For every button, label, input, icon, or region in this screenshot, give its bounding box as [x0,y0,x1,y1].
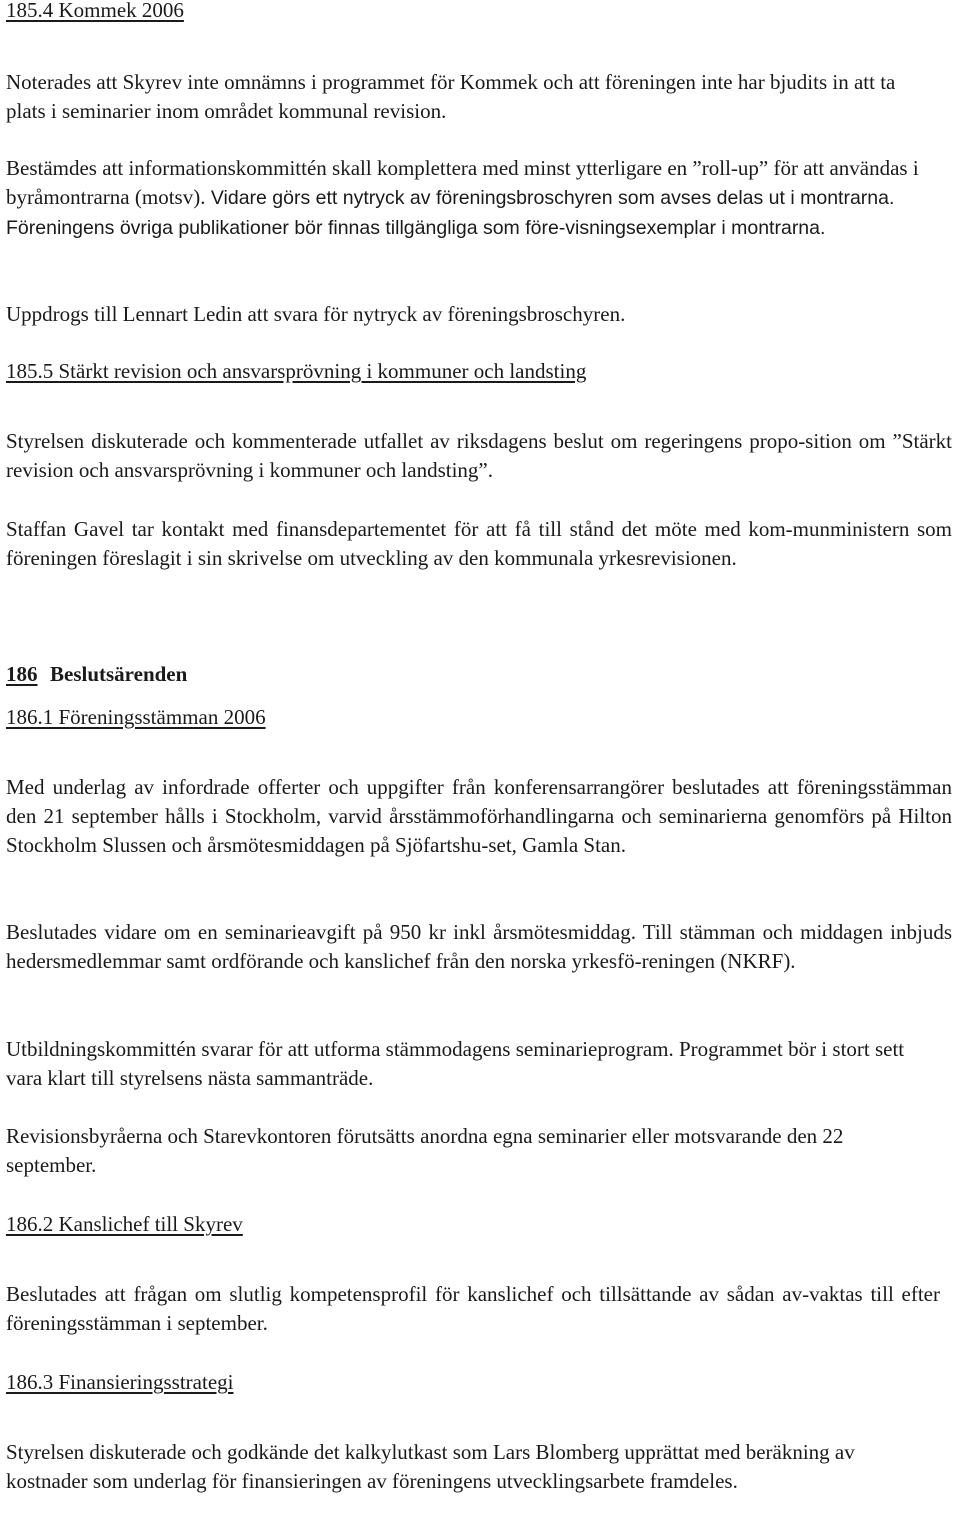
paragraph-186-1-3: Utbildningskommittén svarar för att utforma stämmodagens seminarieprogram. Programmet bör i stort sett vara klart till styrelsens nästa sammanträde. [6,1037,905,1090]
section-heading-186-3: 186.3 Finansieringsstrategi [6,1370,234,1394]
paragraph-185-4-2-sans: Vidare görs ett nytryck av föreningsbroschyren som avses delas ut i montrarna. Föreningens övriga publikationer bör finnas tillgängliga som före-visningsexemplar i montrarna. [6,187,895,239]
paragraph-185-4-2 [6,154,946,243]
paragraph-186-1-4: Revisionsbyråerna och Starevkontoren förutsätts anordna egna seminarier eller motsvarande den 22 september. [6,1124,844,1177]
section-number-186: 186 [6,662,38,686]
paragraph-185-4-3: Uppdrogs till Lennart Ledin att svara för nytryck av föreningsbroschyren. [6,302,626,326]
paragraph-185-5-2: Staffan Gavel tar kontakt med finansdepartementet för att få till stånd det möte med kom-munministern som föreningen föreslagit i sin skrivelse om utveckling av den kommunala yrkesrevisionen. [6,517,952,570]
paragraph-186-1-1: Med underlag av infordrade offerter och uppgifter från konferensarrangörer beslutades att föreningsstämman den 21 september hålls i Stockholm, varvid årsstämmoförhandlingarna och seminarierna genomförs på Hilton Stockholm Slussen och årsmötesmiddagen på Sjöfartshu-set, Gamla Stan. [6,775,952,857]
paragraph-185-5-1: Styrelsen diskuterade och kommenterade utfallet av riksdagens beslut om regeringens propo-sition om ”Stärkt revision och ansvarsprövning i kommuner och landsting”. [6,429,952,482]
section-heading-186-1: 186.1 Föreningsstämman 2006 [6,705,266,729]
section-heading-186 [6,660,952,689]
paragraph-186-3-1: Styrelsen diskuterade och godkände det kalkylutkast som Lars Blomberg upprättat med beräkning av kostnader som underlag för finansieringen av föreningens utvecklingsarbete framdeles. [6,1440,855,1493]
section-heading-186-2: 186.2 Kanslichef till Skyrev [6,1212,243,1236]
section-heading-185-5: 185.5 Stärkt revision och ansvarsprövning i kommuner och landsting [6,359,587,383]
paragraph-185-4-1: Noterades att Skyrev inte omnämns i programmet för Kommek och att föreningen inte har bjudits in att ta plats i seminarier inom området kommunal revision. [6,70,896,123]
paragraph-186-2-1: Beslutades att frågan om slutlig kompetensprofil för kanslichef och tillsättande av sådan av-vaktas till efter föreningsstämman i september. [6,1282,940,1335]
section-title-186: Beslutsärenden [50,662,188,686]
section-heading-185-4: 185.4 Kommek 2006 [6,0,184,22]
paragraph-186-1-2: Beslutades vidare om en seminarieavgift på 950 kr inkl årsmötesmiddag. Till stämman och middagen inbjuds hedersmedlemmar samt ordförande och kanslichef från den norska yrkesfö-reningen (NKRF). [6,920,952,973]
paragraph-185-4-2-serif: Bestämdes att informationskommittén skall komplettera med minst ytterligare en ”roll-up” för att användas i byråmontrarna (motsv). [6,156,919,209]
